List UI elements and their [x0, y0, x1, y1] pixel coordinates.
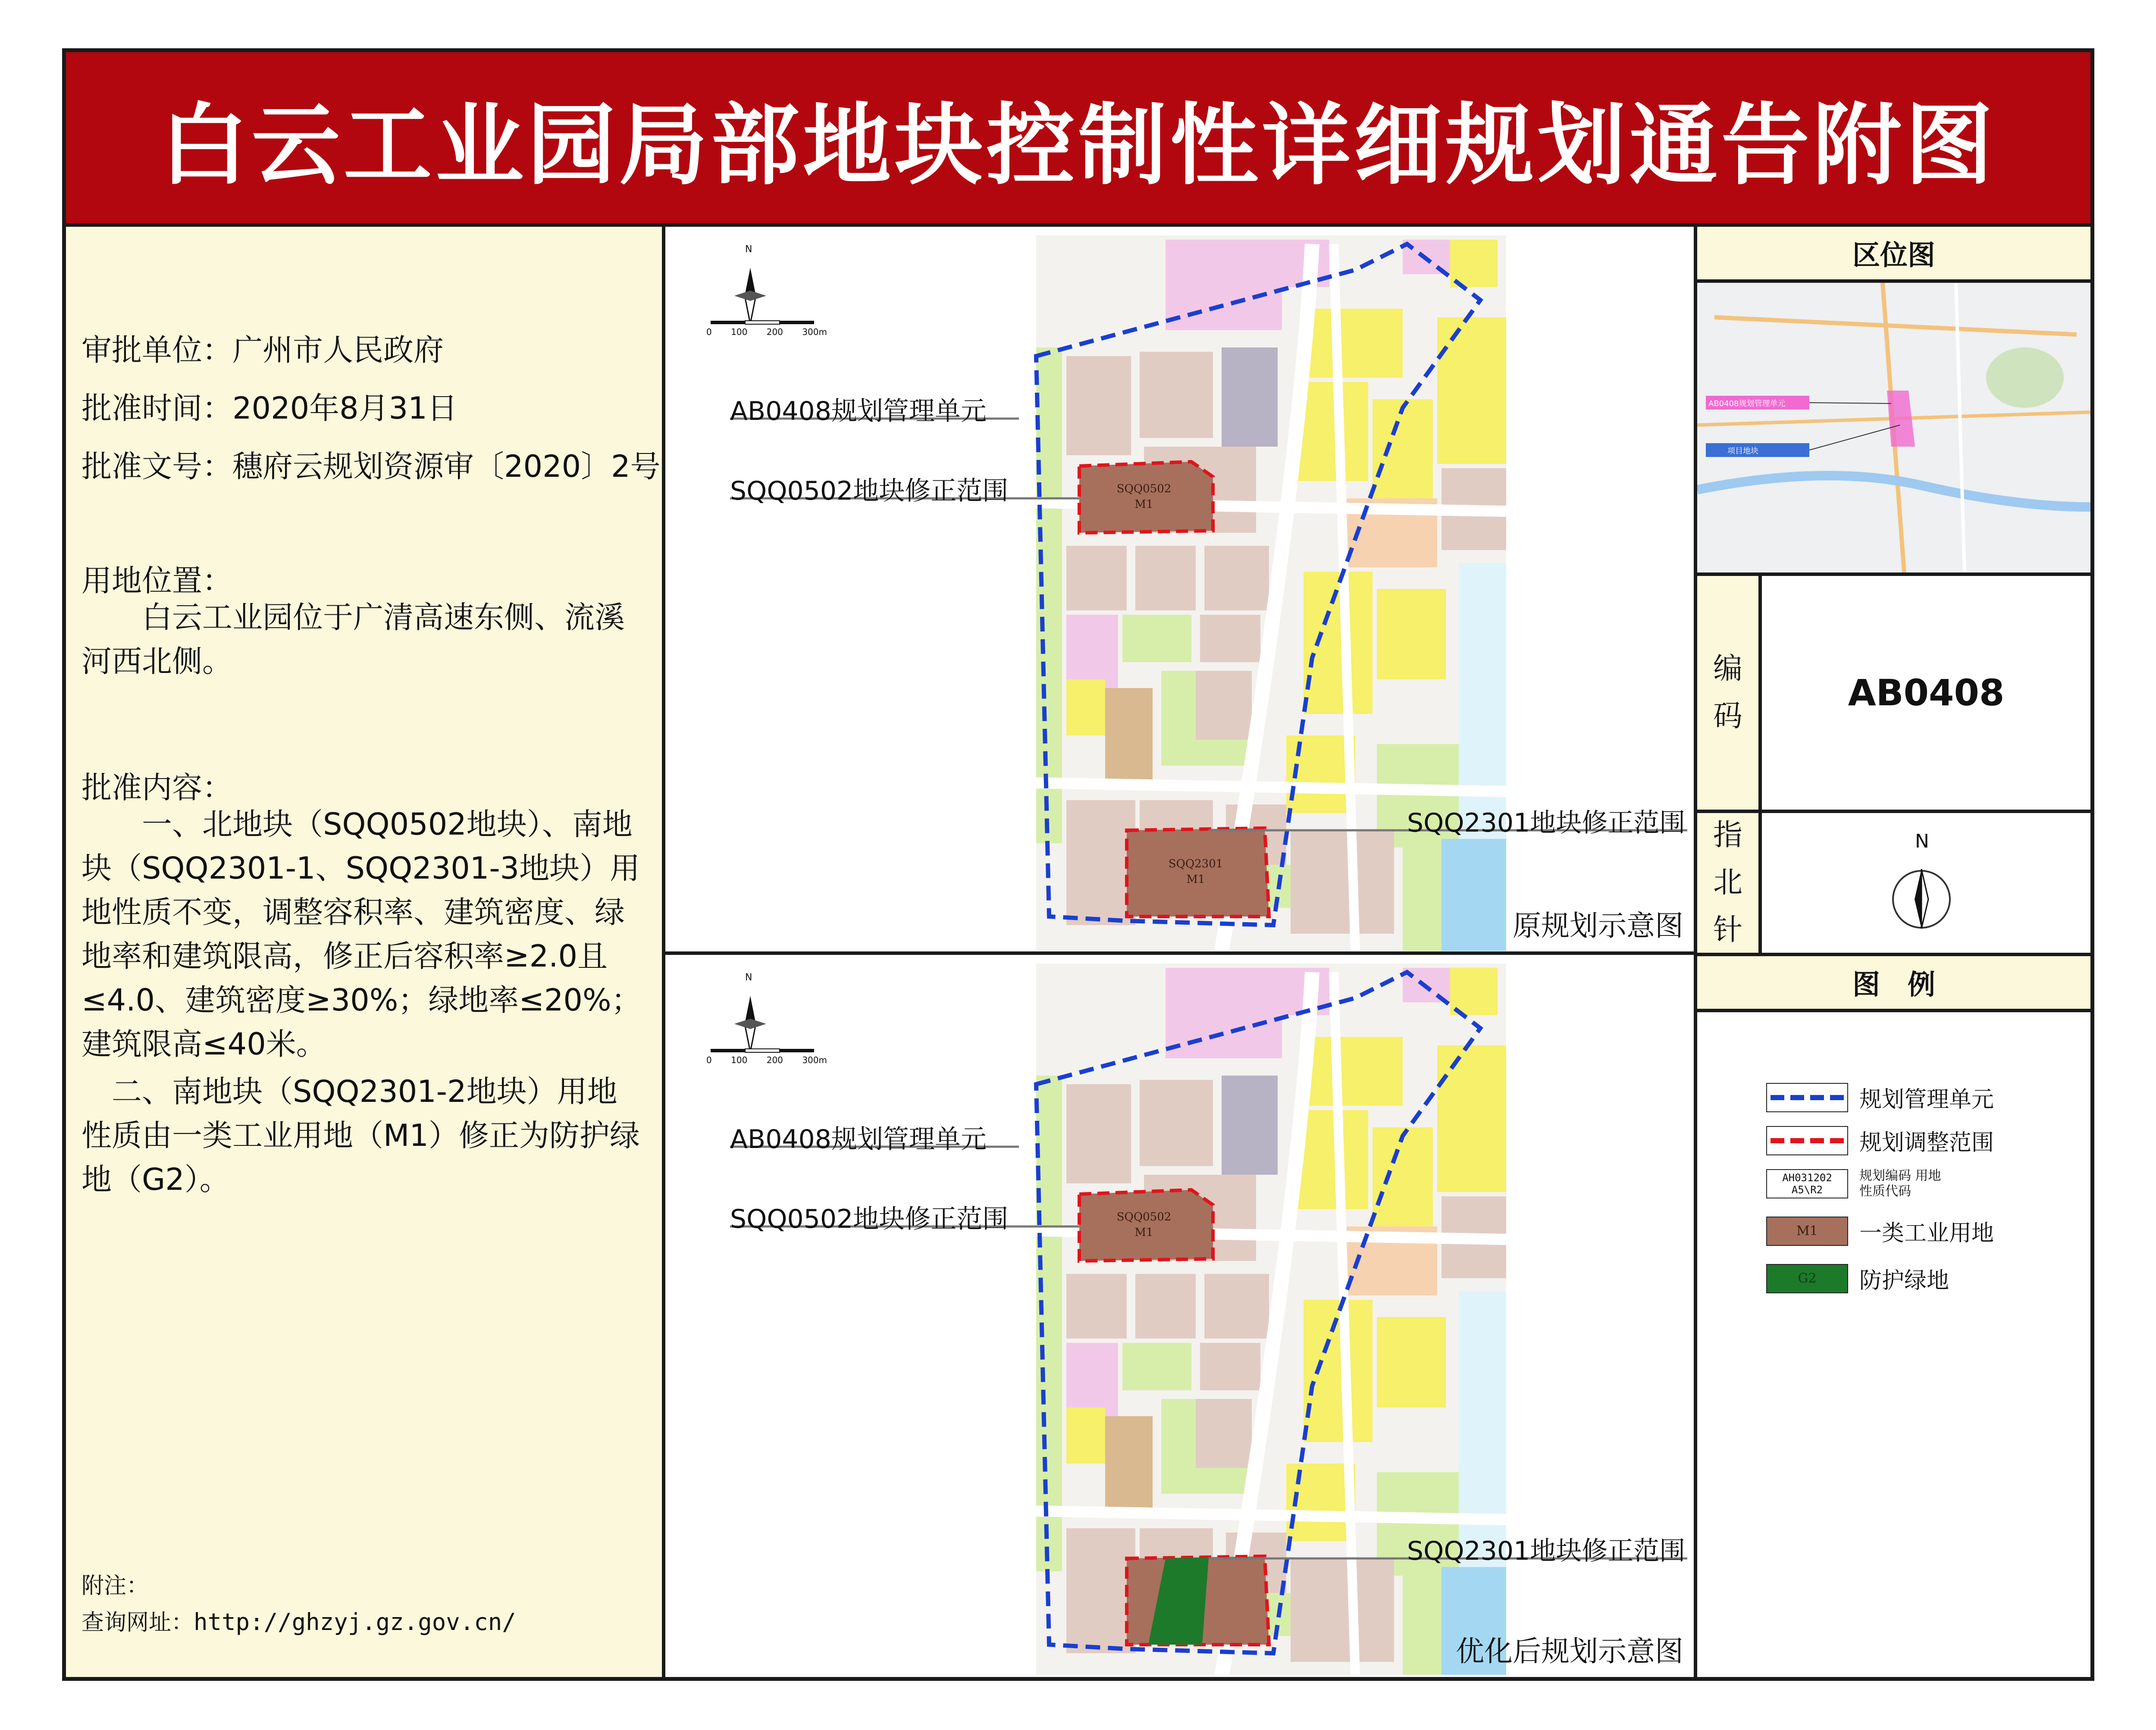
code-side-label: 编 码 [1697, 576, 1762, 810]
legend-red-dash-icon [1766, 1126, 1848, 1155]
legend-industrial-m1: M1 一类工业用地 [1766, 1215, 1994, 1247]
original-plan-map [665, 227, 1697, 955]
callout-south-parcel-optimized: SQQ2301地块修正范围 [1407, 1536, 1686, 1566]
map-north-arrow [734, 268, 766, 324]
scale-labels: 0 100 200 300m [706, 327, 827, 337]
sheet-frame [62, 48, 2094, 1681]
approval-unit: 审批单位：广州市人民政府 [81, 332, 444, 368]
location-map-site-label: 项目地块 [1727, 447, 1758, 456]
scale-labels-optimized: 0 100 200 300m [706, 1055, 827, 1065]
south-parcel-label: SQQ2301 M1 [1168, 857, 1223, 886]
query-url[interactable]: http://ghzyj.gz.gov.cn/ [194, 1608, 516, 1636]
scale-bar [711, 321, 814, 324]
map-north-letter-optimized: N [745, 972, 752, 983]
code-box [1697, 576, 2090, 813]
compass-n-label: N [1915, 830, 1929, 852]
optimized-plan-map [665, 955, 1697, 1677]
unit-code-value: AB0408 [1848, 672, 2005, 714]
content-heading: 批准内容： [81, 770, 232, 805]
north-parcel-label-optimized: SQQ0502 M1 [1116, 1211, 1172, 1239]
legend-blue-dash-icon [1766, 1083, 1848, 1112]
land-use-base [1036, 235, 1506, 951]
legend-green-g2: G2 防护绿地 [1766, 1262, 1949, 1295]
map-north-arrow-optimized [734, 996, 766, 1052]
location-map-graphic [1697, 283, 2090, 572]
callout-north-parcel: SQQ0502地块修正范围 [730, 476, 1009, 506]
legend-adjust-range: 规划调整范围 [1766, 1124, 1994, 1157]
location-map-unit-label: AB0408规划管理单元 [1708, 399, 1786, 408]
optimized-plan-caption: 优化后规划示意图 [1456, 1635, 1683, 1668]
legend-code-sample: AH031202 A5\R2 规划编码 用地性质代码 [1766, 1168, 1946, 1199]
callout-north-parcel-optimized: SQQ0502地块修正范围 [730, 1204, 1009, 1234]
legend-body [1697, 1012, 2090, 1677]
title-bar [66, 52, 2090, 227]
location-map-title: 区位图 [1697, 227, 2090, 283]
content-paragraph-2: 二、南地块（SQQ2301-2地块）用地性质由一类工业用地（M1）修正为防护绿地（G2）。 [81, 1074, 640, 1197]
right-panel [1697, 227, 2090, 1677]
callout-planning-unit-optimized: AB0408规划管理单元 [730, 1124, 987, 1154]
compass-box [1697, 813, 2090, 956]
map-north-letter: N [745, 244, 752, 255]
callout-planning-unit: AB0408规划管理单元 [730, 396, 987, 426]
page-title: 白云工业园局部地块控制性详细规划通告附图 [160, 94, 1997, 197]
legend-planning-unit: 规划管理单元 [1766, 1081, 1994, 1114]
scale-bar-optimized [711, 1049, 814, 1052]
location-text: 白云工业园位于广清高速东侧、流溪河西北侧。 [81, 600, 625, 679]
location-map [1697, 283, 2090, 576]
original-plan-caption: 原规划示意图 [1513, 909, 1683, 942]
content-paragraph-1: 一、北地块（SQQ0502地块）、南地块（SQQ2301-1、SQQ2301-3地块）用地性质不变，调整容积率、建筑密度、绿地率和建筑限高，修正后容积率≥2.0且≤4.0、建筑密度≥30%；绿地率≤20%；建筑限高≤40米。 [81, 807, 642, 1062]
note-label: 附注： [81, 1573, 149, 1599]
location-heading: 用地位置： [81, 563, 232, 598]
query-line [81, 1604, 516, 1636]
callout-south-parcel: SQQ2301地块修正范围 [1407, 808, 1686, 838]
land-use-base-optimized [1036, 964, 1506, 1677]
north-parcel-label: SQQ0502 M1 [1116, 482, 1172, 511]
legend-title: 图 例 [1697, 956, 2090, 1012]
approval-document: 批准文号：穗府云规划资源审〔2020〕2号 [81, 449, 661, 484]
compass-side-label: 指 北 针 [1697, 813, 1762, 953]
query-label: 查询网址： [81, 1610, 194, 1636]
info-panel [66, 227, 665, 1677]
compass-icon [1887, 852, 1956, 934]
approval-date: 批准时间：2020年8月31日 [81, 391, 458, 426]
